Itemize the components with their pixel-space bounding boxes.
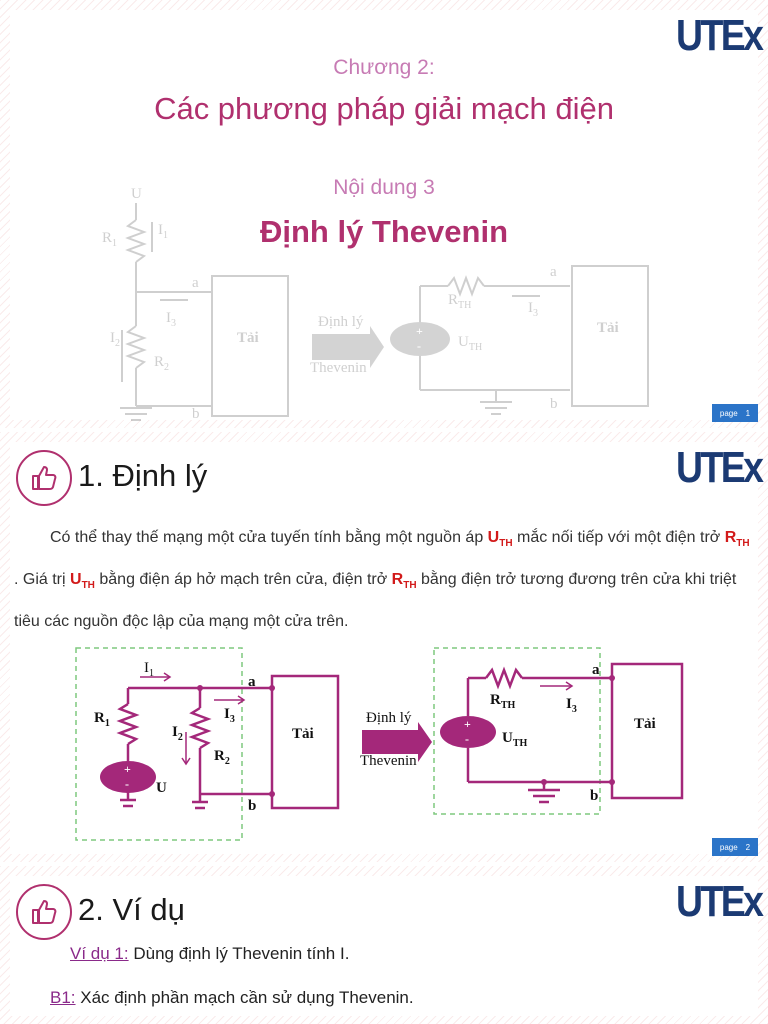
- svg-text:Thevenin: Thevenin: [310, 360, 367, 376]
- svg-text:I3: $I_3$: [566, 696, 577, 715]
- load-label: Tải: [237, 330, 259, 346]
- svg-text:I3: $I_3$: [528, 300, 538, 319]
- svg-text:b: b: [550, 396, 558, 412]
- page-badge: page 1: [712, 404, 758, 422]
- svg-text:I1: $I_1$: [144, 660, 154, 679]
- thumbs-up-icon: [16, 884, 72, 940]
- svg-text:Định lý: Định lý: [318, 314, 364, 330]
- svg-text:-: -: [465, 732, 469, 746]
- svg-text:I3: $I_3$: [224, 706, 235, 725]
- svg-text:R1: $R_1$: [102, 230, 118, 249]
- svg-text:U: U: [156, 780, 167, 796]
- node-u-label: U: [131, 186, 142, 202]
- node-a-label: a: [192, 275, 199, 291]
- chapter-title: Các phương pháp giải mạch điện: [154, 91, 614, 126]
- example-line: Ví dụ 1: Dùng định lý Thevenin tính I.: [70, 944, 350, 963]
- svg-text:I2: $I_2$: [110, 330, 120, 349]
- page-badge: page 2: [712, 838, 758, 856]
- svg-text:a: a: [550, 264, 557, 280]
- section-title: 1. Định lý: [78, 458, 208, 493]
- svg-text:Tải: Tải: [597, 320, 619, 336]
- svg-text:b: b: [590, 788, 599, 804]
- section-title: 2. Ví dụ: [78, 892, 185, 927]
- thevenin-circuit-diagram: [0, 432, 768, 862]
- svg-text:R2: $R_2$: [214, 748, 230, 767]
- svg-text:Định lý: Định lý: [366, 710, 412, 726]
- svg-text:b: b: [248, 798, 257, 814]
- svg-text:a: a: [248, 674, 256, 690]
- svg-text:UTH: $U_{TH}$: [458, 334, 483, 353]
- resistor-icon: [120, 704, 136, 744]
- svg-text:I2: $I_2$: [172, 724, 183, 743]
- slide-3: [0, 866, 768, 1024]
- svg-text:UTH: $U_{TH}$: [502, 730, 528, 749]
- step-label: B1:: [50, 988, 76, 1007]
- svg-text:I1: $I_1$: [158, 222, 168, 241]
- svg-text:RTH: $R_{TH}$: [490, 692, 516, 711]
- svg-text:-: -: [125, 777, 129, 791]
- step-line: B1: Xác định phần mạch cần sử dụng Thevenin.: [50, 988, 414, 1007]
- content-label: Nội dung 3: [333, 176, 435, 199]
- slide-subtitle: Định lý Thevenin: [259, 214, 509, 249]
- svg-text:a: a: [592, 662, 600, 678]
- thevenin-diagram-faded: [0, 0, 768, 428]
- load-label: Tải: [292, 726, 314, 742]
- svg-text:Thevenin: Thevenin: [360, 753, 417, 769]
- svg-text:+: +: [464, 717, 471, 731]
- svg-text:RTH: $R_{TH}$: [448, 292, 472, 311]
- svg-text:Tải: Tải: [634, 716, 656, 732]
- slide-1: [0, 0, 768, 428]
- svg-text:-: -: [417, 339, 421, 353]
- utex-logo: UTEx: [676, 11, 762, 60]
- theorem-paragraph: Có thể thay thế mạng một cửa tuyến tính bằng một nguồn áp $U_{TH}$ mắc nối tiếp với một điện trở $R_{TH}$ . Giá trị $U_{TH}$ bằng điện áp hở mạch trên cửa, điện trở $R_{TH}$ bằng điện trở tương đương trên cửa khi triệt tiêu các nguồn độc lập của mạng một cửa trên.: [14, 529, 750, 631]
- utex-logo: UTEx: [676, 877, 762, 926]
- svg-text:I3: $I_3$: [166, 310, 176, 329]
- svg-text:+: +: [416, 324, 423, 338]
- slide-2: [0, 432, 768, 862]
- example-label: Ví dụ 1:: [70, 944, 129, 963]
- svg-text:R1: $R_1$: [94, 710, 110, 729]
- svg-text:R2: $R_2$: [154, 354, 170, 373]
- utex-logo: UTEx: [676, 443, 762, 492]
- svg-text:b: b: [192, 406, 200, 422]
- chapter-label: Chương 2:: [333, 56, 435, 79]
- svg-text:+: +: [124, 762, 131, 776]
